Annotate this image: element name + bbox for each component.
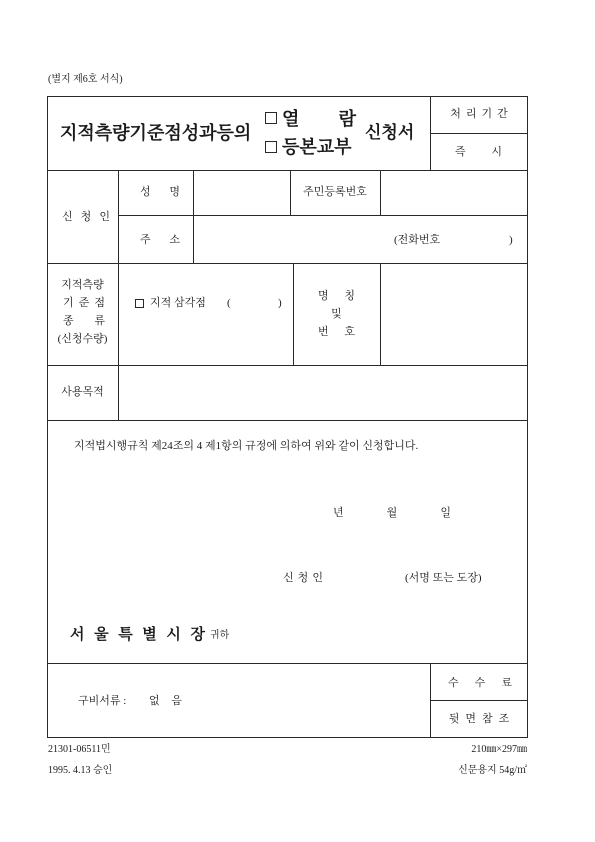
quantity-close-paren: ): [278, 297, 282, 309]
declaration-statement: 지적법시행규칙 제24조의 4 제1항의 규정에 의하여 위와 같이 신청합니다.: [74, 440, 419, 452]
reference-point-label-line: [63, 296, 105, 310]
label-segment: 신: [62, 211, 73, 223]
approval-date: 1995. 4.13 승인: [48, 765, 113, 776]
form-title-suffix: 신청서: [365, 123, 415, 142]
option-certified-copy-label: 등본교부: [282, 137, 352, 157]
form-code-label: (별지 제6호 서식): [48, 74, 123, 85]
label-segment: 류: [94, 315, 105, 327]
label-segment: 음: [171, 695, 182, 707]
purpose-label: 사용목적: [61, 386, 104, 398]
label-segment: 람: [338, 109, 356, 129]
label-segment: 소: [169, 234, 180, 246]
label-segment: 기: [63, 297, 74, 309]
label-segment: 점: [94, 297, 105, 309]
label-segment: 청: [297, 572, 309, 584]
label-segment: 신: [283, 572, 294, 584]
label-segment: 시: [491, 146, 502, 158]
label-segment: 명: [169, 186, 180, 198]
triangulation-point-option-label: 지적 삼각점: [150, 297, 206, 309]
reference-point-label-line: [63, 314, 105, 328]
point-name-label-line: [318, 289, 355, 303]
point-name-label-line: 및: [331, 308, 342, 320]
label-segment: 서: [70, 627, 85, 643]
resident-id-value-field: [381, 171, 527, 215]
label-segment: 인: [312, 572, 323, 584]
form-number: 21301-06511민: [48, 744, 111, 755]
recipient-label: [70, 626, 205, 644]
paper-type: 신문용지 54g/㎡: [458, 765, 527, 776]
signature-hint: (서명 또는 도장): [405, 572, 482, 584]
point-name-label-line: [318, 325, 355, 339]
fee-value: 뒷면참조: [448, 713, 516, 725]
required-documents-label: 구비서류 :: [78, 695, 127, 707]
quantity-open-paren: (: [227, 297, 231, 309]
label-segment: 료: [501, 677, 512, 689]
processing-period-value: [455, 145, 502, 159]
label-segment: 일: [440, 507, 451, 519]
label-segment: 별: [142, 627, 157, 643]
row-divider: [47, 420, 528, 421]
label-segment: 년: [333, 507, 344, 519]
label-segment: 수: [474, 677, 486, 689]
applicant-signature-label: [283, 571, 323, 585]
resident-id-label: 주민등록번호: [303, 186, 367, 198]
label-segment: 열: [282, 109, 300, 129]
label-segment: 호: [344, 326, 355, 338]
label-segment: 인: [99, 211, 110, 223]
label-segment: 주: [140, 234, 151, 246]
label-segment: 특: [118, 627, 133, 643]
phone-label: (전화번호: [394, 234, 441, 246]
label-segment: 장: [190, 627, 205, 643]
checkbox-icon: [265, 112, 277, 124]
required-documents-value: [149, 694, 182, 708]
label-segment: 번: [318, 326, 329, 338]
label-segment: 칭: [344, 290, 355, 302]
label-segment: 청: [80, 211, 92, 223]
label-segment: 종: [63, 315, 74, 327]
label-segment: 명: [318, 290, 329, 302]
purpose-value-field: [119, 366, 527, 420]
label-segment: 성: [140, 186, 151, 198]
honorific-label: 귀하: [210, 630, 230, 641]
label-segment: 준: [78, 297, 90, 309]
reference-point-label-line: 지적측량: [61, 279, 104, 291]
address-value-field: [194, 216, 527, 263]
form-title: 지적측량기준점성과등의: [60, 123, 252, 143]
phone-close-paren: ): [509, 234, 513, 246]
label-segment: 시: [166, 627, 181, 643]
fee-cell-divider: [430, 700, 528, 701]
row-divider: [47, 663, 528, 664]
name-value-field: [194, 171, 290, 215]
fee-label: [448, 676, 512, 690]
label-segment: 없: [149, 695, 160, 707]
reference-point-label-line: (신청수량): [57, 333, 108, 345]
label-segment: 즉: [455, 146, 466, 158]
checkbox-icon: [265, 141, 277, 153]
processing-cell-divider: [430, 133, 528, 134]
checkbox-icon: [135, 299, 144, 308]
paper-size: 210㎜×297㎜: [471, 744, 527, 755]
name-label: [140, 185, 180, 199]
label-segment: 울: [94, 627, 109, 643]
address-label: [140, 233, 180, 247]
date-line: [333, 506, 451, 520]
point-name-value-field: [381, 264, 527, 365]
label-segment: 월: [386, 507, 398, 519]
label-segment: 수: [448, 677, 459, 689]
applicant-section-label: [62, 210, 110, 224]
option-view-label: [282, 108, 356, 130]
processing-period-label: 처리기간: [450, 108, 513, 120]
